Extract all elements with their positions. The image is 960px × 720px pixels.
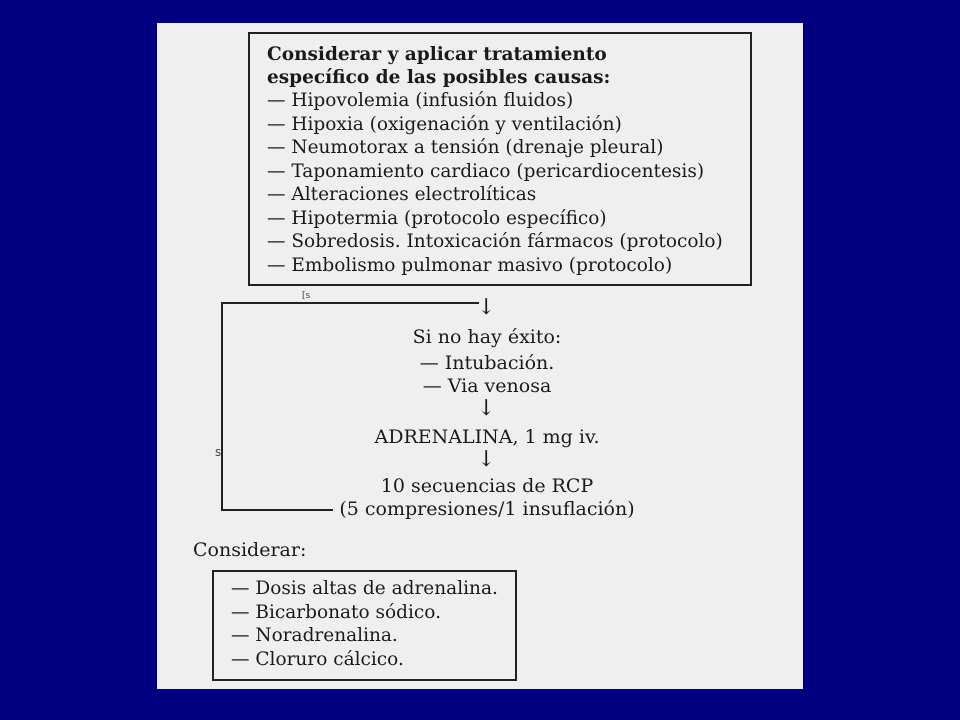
consider-item: — Bicarbonato sódico. (231, 601, 441, 623)
down-arrow-icon: ↓ (477, 396, 496, 421)
cause-item: — Embolismo pulmonar masivo (protocolo) (267, 254, 673, 276)
loop-label-top: [s (302, 291, 311, 301)
cause-item: — Taponamiento cardiaco (pericardiocentesis) (267, 160, 705, 182)
no-success-label: Si no hay éxito: (412, 326, 562, 348)
cause-item: — Neumotorax a tensión (drenaje pleural) (267, 137, 664, 158)
causes-heading-line1: Considerar y aplicar tratamiento (267, 44, 607, 65)
loop-line-top (221, 302, 479, 304)
consider-item: — Noradrenalina. (231, 625, 398, 646)
cause-item: — Hipoxia (oxigenación y ventilación) (267, 113, 622, 135)
cause-item: — Hipovolemia (infusión fluidos) (267, 90, 574, 111)
intubation-step: — Intubación. (419, 352, 555, 374)
adrenaline-step: ADRENALINA, 1 mg iv. (374, 426, 600, 448)
cause-item: — Alteraciones electrolíticas (267, 184, 537, 205)
cause-item: — Sobredosis. Intoxicación fármacos (protocolo) (267, 231, 723, 252)
causes-heading-line2: específico de las posibles causas: (267, 67, 611, 88)
consider-item: — Dosis altas de adrenalina. (231, 578, 498, 599)
cause-item: — Hipotermia (protocolo específico) (267, 207, 607, 229)
down-arrow-icon: ↓ (477, 295, 496, 320)
down-arrow-icon: ↓ (477, 447, 496, 472)
consider-box (212, 570, 517, 681)
causes-box (248, 32, 752, 286)
consider-label: Considerar: (193, 539, 307, 561)
rcp-step-line2: (5 compresiones/1 insuflación) (339, 498, 635, 520)
loop-label-side: s (215, 445, 222, 459)
consider-item: — Cloruro cálcico. (231, 648, 404, 670)
loop-line-left (221, 302, 223, 511)
rcp-step-line1: 10 secuencias de RCP (380, 475, 594, 497)
venous-access-step: — Via venosa (422, 375, 552, 397)
slide-panel (157, 23, 803, 689)
